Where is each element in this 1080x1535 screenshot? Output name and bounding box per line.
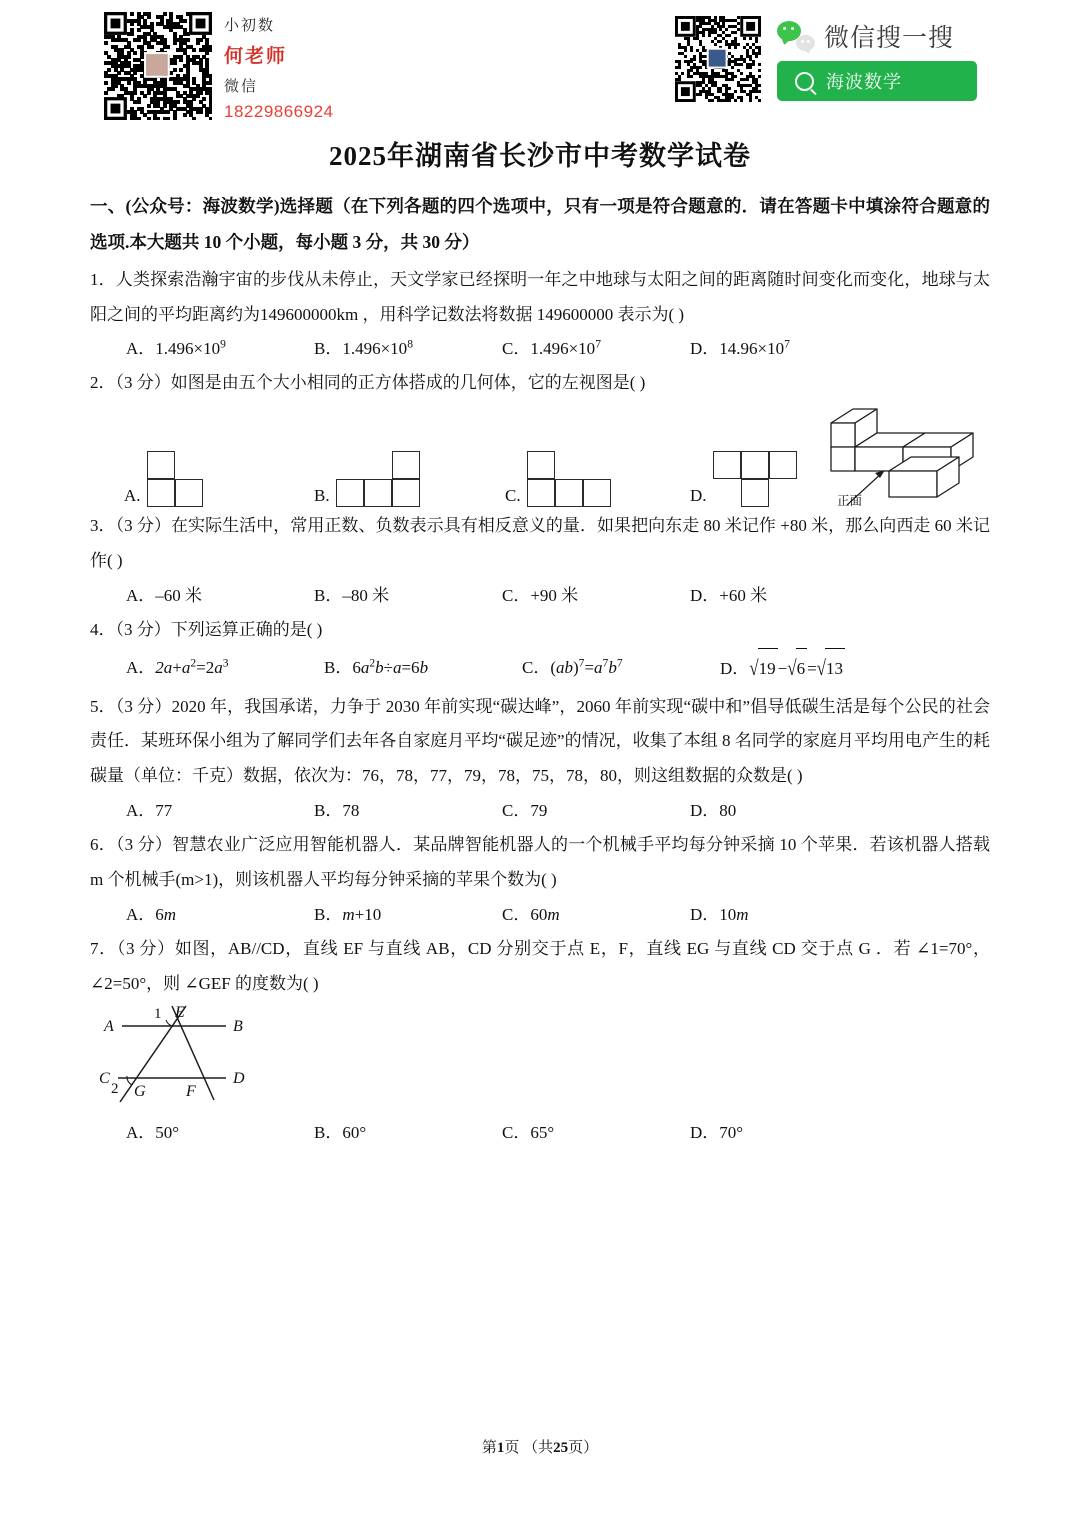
option-c[interactable]: C．60m bbox=[502, 904, 560, 924]
left-qr-block bbox=[104, 12, 334, 124]
q7-label-angle2: 2 bbox=[111, 1080, 119, 1097]
option-c[interactable]: C．$1.496\times 10^7$ bbox=[502, 337, 601, 359]
footer-middle: 页 （共 bbox=[504, 1440, 554, 1456]
option-d[interactable]: D．√19 −√6 =√13 bbox=[720, 648, 918, 690]
q7-label-B: B bbox=[233, 1017, 243, 1035]
option-c[interactable]: C．79 bbox=[502, 801, 548, 821]
question-4-score: （3 分） bbox=[115, 619, 171, 639]
qr-caption-phone: 18229866924 bbox=[224, 101, 334, 121]
question-7-score: （3 分） bbox=[116, 938, 175, 958]
question-4-text bbox=[90, 613, 990, 648]
option-c[interactable]: C．$(ab)^7=a^7b^7$ bbox=[522, 656, 623, 677]
qr-caption-line3: 微信 bbox=[224, 78, 259, 95]
q2-figure-caption: 正面 bbox=[837, 494, 863, 509]
q2-solid-figure bbox=[815, 401, 990, 509]
wechat-personal-qr-icon bbox=[104, 12, 212, 120]
option-b[interactable]: B．$6a^2b\div a=6b$ bbox=[324, 656, 429, 677]
wechat-logo-icon bbox=[777, 21, 815, 51]
option-a[interactable]: A．77 bbox=[126, 801, 173, 821]
wechat-official-qr-icon bbox=[675, 16, 761, 102]
wechat-search-box[interactable] bbox=[777, 61, 977, 101]
question-2-score: （3 分） bbox=[115, 373, 171, 393]
q2-option-a-label: A. bbox=[124, 486, 141, 506]
option-d[interactable]: D．+60 米 bbox=[690, 585, 768, 605]
exam-page bbox=[0, 8, 1080, 1535]
q7-label-angle1: 1 bbox=[154, 1005, 162, 1022]
q7-geometry-svg bbox=[90, 1004, 390, 1116]
wechat-promo-block bbox=[675, 16, 977, 102]
wechat-search-title: 微信搜一搜 bbox=[824, 23, 955, 52]
option-b[interactable]: B．60° bbox=[314, 1122, 367, 1142]
q7-label-C: C bbox=[99, 1069, 110, 1087]
q2-option-c[interactable] bbox=[505, 451, 611, 507]
question-4-options bbox=[90, 648, 990, 690]
wechat-search-term: 海波数学 bbox=[826, 72, 902, 93]
q2-shape-c bbox=[527, 451, 611, 507]
option-a[interactable]: A．6m bbox=[126, 904, 177, 924]
page-title: 2025年湖南省长沙市中考数学试卷 bbox=[329, 141, 751, 171]
question-1-text bbox=[90, 263, 990, 333]
footer-suffix: 页） bbox=[568, 1440, 599, 1456]
footer-total-pages: 25 bbox=[553, 1440, 569, 1456]
left-qr-caption bbox=[222, 12, 334, 124]
q2-shape-b bbox=[336, 451, 420, 507]
q7-label-F: F bbox=[186, 1082, 196, 1100]
option-a[interactable]: A．$2a+a^2=2a^3$ bbox=[126, 656, 229, 677]
question-3-text bbox=[90, 509, 990, 579]
question-2-body: 如图是由五个大小相同的正方体搭成的几何体，它的左视图是( ) bbox=[170, 373, 646, 393]
question-5-body: 2020 年，我国承诺，力争于 2030 年前实现“碳达峰”，2060 年前实现“碳中和”倡导低碳生活是每个公民的社会责任．某班环保小组为了解同学们去年各自家庭月平均“碳足迹”的情况，收集了本组 8 名同学的家庭月平均用电产生的耗碳量（单位：千克）数据，依次为：76，78，77，79，78，75，78，80，则这组数据的众数是( ) bbox=[90, 696, 991, 786]
question-7-body: 如图，AB//CD，直线 EF 与直线 AB，CD 分别交于点 E，F，直线 EG 与直线 CD 交于点 G ．若 ∠1=70°，∠2=50°，则 ∠GEF 的度数为( ) bbox=[90, 938, 990, 993]
footer-prefix: 第 bbox=[481, 1440, 497, 1456]
wechat-search-heading bbox=[777, 18, 977, 54]
option-b[interactable]: B．–80 米 bbox=[314, 585, 390, 605]
question-1-body: 人类探索浩瀚宇宙的步伐从未停止，天文学家已经探明一年之中地球与太阳之间的距离随时间变化而变化，地球与太阳之间的平均距离约为149600000km ，用科学记数法将数据 149600000 表示为( ) bbox=[90, 269, 991, 324]
option-d[interactable]: D．10m bbox=[690, 904, 749, 924]
question-2-text bbox=[90, 366, 990, 401]
question-3-number: 3． bbox=[90, 516, 116, 536]
question-5-text bbox=[90, 690, 990, 795]
option-d[interactable]: D．70° bbox=[690, 1122, 744, 1142]
question-3-options bbox=[90, 579, 990, 613]
search-icon bbox=[795, 72, 814, 91]
q7-label-D: D bbox=[233, 1069, 245, 1087]
option-b[interactable]: B．$1.496\times 10^8$ bbox=[314, 337, 413, 359]
qr-caption-line1: 小初数 bbox=[224, 18, 276, 34]
q2-shape-d bbox=[713, 451, 797, 507]
q7-label-G: G bbox=[134, 1082, 146, 1100]
q2-option-b-label: B. bbox=[314, 486, 330, 506]
question-3-body: 在实际生活中，常用正数、负数表示具有相反意义的量．如果把向东走 80 米记作 +80 米，那么向西走 60 米记作( ) bbox=[90, 516, 991, 571]
option-c[interactable]: C．65° bbox=[502, 1122, 555, 1142]
question-6-options bbox=[90, 898, 990, 932]
question-1-options bbox=[90, 332, 990, 366]
promo-header bbox=[90, 8, 990, 128]
option-d[interactable]: D．$14.96\times 10^7$ bbox=[690, 337, 790, 359]
question-3-score: （3 分） bbox=[115, 516, 172, 536]
question-6-number: 6． bbox=[90, 835, 116, 855]
q7-label-A: A bbox=[104, 1017, 114, 1035]
wechat-texts bbox=[777, 16, 977, 101]
question-7-options bbox=[90, 1116, 990, 1150]
option-b[interactable]: B．m+10 bbox=[314, 904, 382, 924]
q2-shape-a bbox=[147, 451, 203, 507]
q2-option-a[interactable] bbox=[124, 451, 203, 507]
option-a[interactable]: A．$1.496\times 10^9$ bbox=[126, 337, 226, 359]
footer-page-number: 1 bbox=[496, 1440, 505, 1456]
question-6-score: （3 分） bbox=[115, 835, 173, 855]
question-7-figure bbox=[90, 1004, 990, 1116]
question-4-body: 下列运算正确的是( ) bbox=[170, 619, 323, 639]
question-2-figures bbox=[90, 401, 990, 509]
question-6-text bbox=[90, 828, 990, 898]
question-5-score: （3 分） bbox=[115, 696, 172, 716]
question-7-number: 7． bbox=[90, 938, 117, 958]
question-5-number: 5． bbox=[90, 696, 116, 716]
option-c[interactable]: C．+90 米 bbox=[502, 585, 579, 605]
section-heading: 一、(公众号：海波数学)选择题（在下列各题的四个选项中，只有一项是符合题意的．请在答题卡中填涂符合题意的选项.本大题共 10 个小题，每小题 3 分，共 30 分） bbox=[90, 196, 990, 252]
option-a[interactable]: A．50° bbox=[126, 1122, 180, 1142]
option-b[interactable]: B．78 bbox=[314, 801, 360, 821]
question-5-options bbox=[90, 794, 990, 828]
question-7-text bbox=[90, 932, 990, 1002]
question-1-number: 1． bbox=[90, 269, 116, 289]
q2-option-d[interactable] bbox=[690, 451, 797, 507]
question-4-number: 4． bbox=[90, 619, 116, 639]
question-2-number: 2． bbox=[90, 373, 116, 393]
question-6-body: 智慧农业广泛应用智能机器人．某品牌智能机器人的一个机械手平均每分钟采摘 10 个苹果．若该机器人搭载 m 个机械手(m>1)，则该机器人平均每分钟采摘的苹果个数为( ) bbox=[90, 835, 991, 889]
qr-caption-line2: 何老师 bbox=[224, 46, 288, 68]
q7-label-E: E bbox=[175, 1003, 185, 1021]
q2-option-c-label: C. bbox=[505, 486, 521, 506]
option-a[interactable]: A．–60 米 bbox=[126, 585, 203, 605]
q2-option-b[interactable] bbox=[314, 451, 420, 507]
page-footer bbox=[0, 1436, 1080, 1457]
q2-option-d-label: D. bbox=[690, 486, 707, 506]
option-d[interactable]: D．80 bbox=[690, 801, 737, 821]
